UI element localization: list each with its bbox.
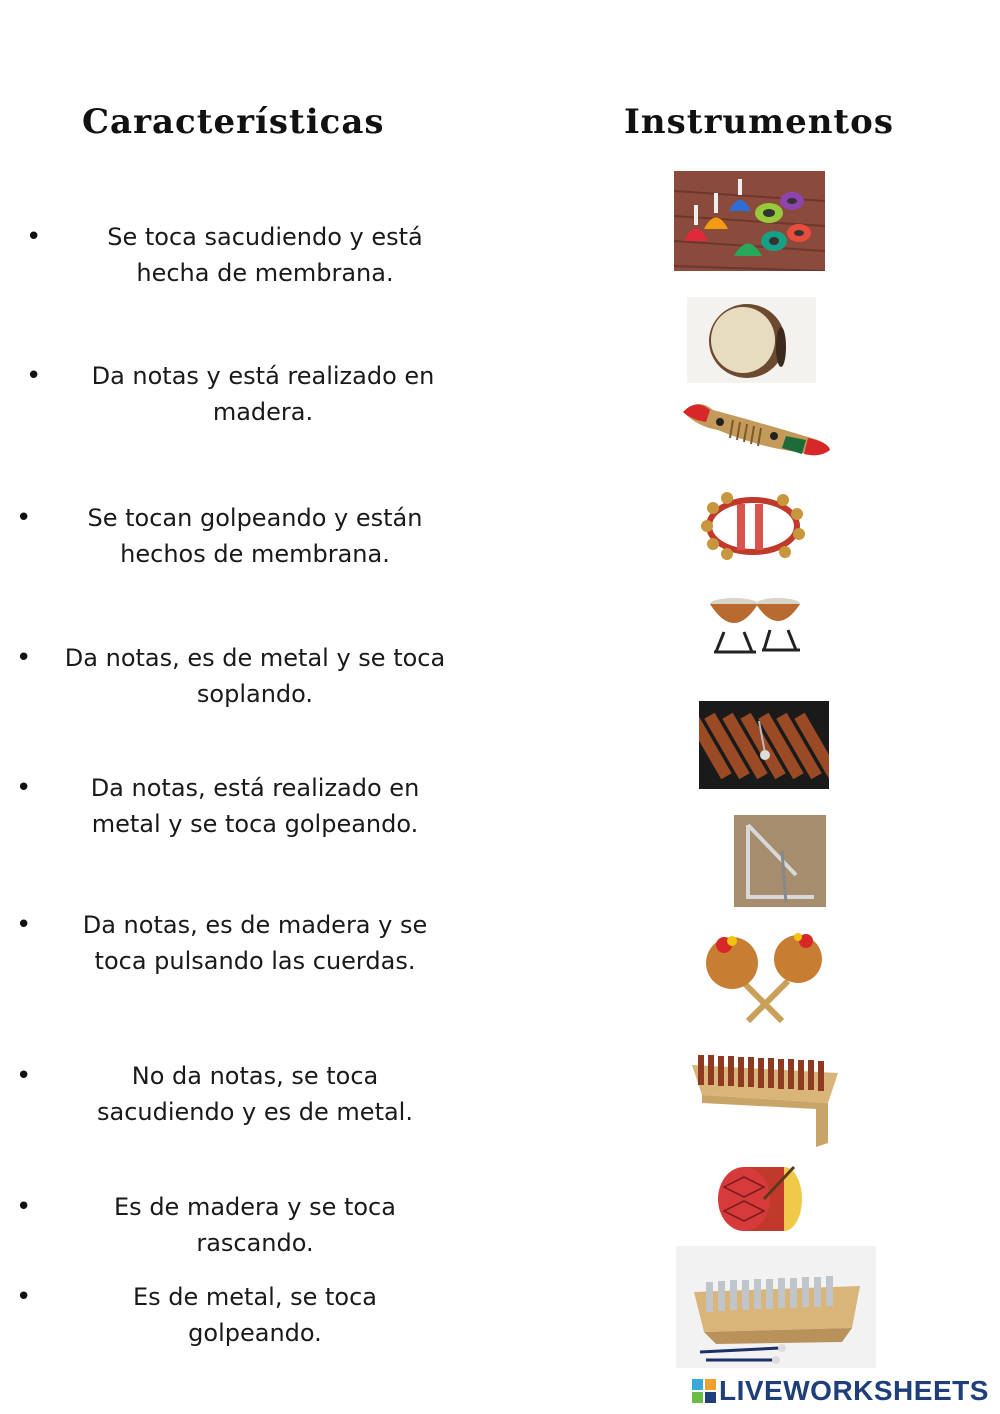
characteristic-line: golpeando. xyxy=(188,1319,322,1347)
characteristic-line: hechos de membrana. xyxy=(120,540,390,568)
drum-image[interactable] xyxy=(714,1157,806,1237)
characteristic-line: Da notas, está realizado en xyxy=(90,774,420,802)
characteristic-text xyxy=(50,500,460,572)
bullet-icon: • xyxy=(16,1282,32,1312)
heading-instruments: Instrumentos xyxy=(624,102,894,142)
characteristic-text xyxy=(50,1189,460,1261)
bullet-icon: • xyxy=(26,222,42,252)
bullet-icon: • xyxy=(16,773,32,803)
characteristic-text xyxy=(60,219,470,291)
characteristic-line: Da notas, es de madera y se xyxy=(82,911,428,939)
characteristic-line: metal y se toca golpeando. xyxy=(91,810,419,838)
characteristic-line: toca pulsando las cuerdas. xyxy=(94,947,416,975)
characteristic-line: Da notas y está realizado en xyxy=(91,362,435,390)
characteristic-text xyxy=(50,1279,460,1351)
characteristic-text xyxy=(40,640,470,712)
characteristic-text xyxy=(50,770,460,842)
characteristic-text xyxy=(50,1058,460,1130)
brand-text: LIVEWORKSHEETS xyxy=(719,1375,989,1406)
guiro-image[interactable] xyxy=(678,392,834,462)
tambourine-image[interactable] xyxy=(687,297,816,383)
characteristic-text xyxy=(58,358,468,430)
characteristic-line: Se tocan golpeando y están xyxy=(87,504,423,532)
bullet-icon: • xyxy=(16,503,32,533)
characteristic-line: soplando. xyxy=(196,680,314,708)
liveworksheets-logo-icon xyxy=(692,1379,716,1403)
bullet-icon: • xyxy=(16,1061,32,1091)
xylophone-image[interactable] xyxy=(688,1043,846,1149)
triangle-image[interactable] xyxy=(734,815,826,907)
characteristic-line: Es de metal, se toca xyxy=(132,1283,377,1311)
characteristic-line: madera. xyxy=(212,398,314,426)
marimba-image[interactable] xyxy=(699,701,829,789)
characteristic-line: Es de madera y se toca xyxy=(114,1193,396,1221)
characteristic-line: Da notas, es de metal y se toca xyxy=(64,644,446,672)
jingle-bells-image[interactable] xyxy=(697,488,809,565)
handbells-image[interactable] xyxy=(674,171,825,271)
bullet-icon: • xyxy=(16,910,32,940)
bullet-icon: • xyxy=(26,361,42,391)
characteristic-line: sacudiendo y es de metal. xyxy=(97,1098,413,1126)
characteristic-line: Se toca sacudiendo y está xyxy=(107,223,423,251)
characteristic-text xyxy=(50,907,460,979)
characteristic-line: No da notas, se toca xyxy=(131,1062,379,1090)
metallophone-image[interactable] xyxy=(676,1246,876,1368)
heading-characteristics: Características xyxy=(82,102,385,142)
brand-logo xyxy=(692,1374,989,1408)
bullet-icon: • xyxy=(16,1192,32,1222)
timpani-image[interactable] xyxy=(708,594,804,658)
characteristic-line: rascando. xyxy=(196,1229,314,1257)
characteristic-line: hecha de membrana. xyxy=(136,259,394,287)
maracas-image[interactable] xyxy=(702,931,828,1023)
bullet-icon: • xyxy=(16,643,32,673)
